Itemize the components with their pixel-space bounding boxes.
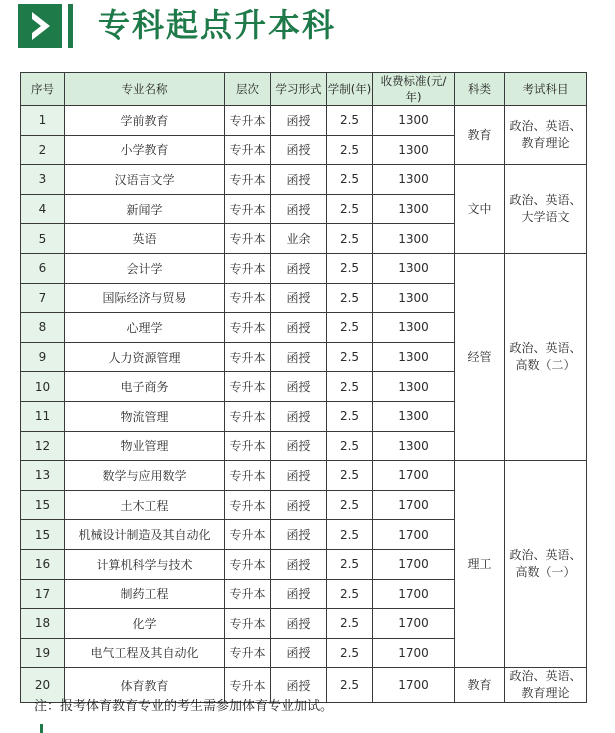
row-mode: 函授 (271, 520, 327, 550)
subject-line: 政治、英语、 (509, 669, 582, 684)
category-cell: 教育 (455, 106, 505, 165)
subject-line: 政治、英语、 (509, 193, 582, 208)
row-level: 专升本 (225, 313, 271, 343)
row-level: 专升本 (225, 431, 271, 461)
table-header-row (21, 73, 587, 106)
subjects-cell (505, 461, 587, 668)
row-fee: 1300 (373, 283, 455, 313)
row-level: 专升本 (225, 461, 271, 491)
row-level: 专升本 (225, 283, 271, 313)
row-years: 2.5 (327, 490, 373, 520)
row-years: 2.5 (327, 372, 373, 402)
row-fee: 1700 (373, 668, 455, 703)
row-fee: 1300 (373, 194, 455, 224)
table-row (21, 461, 587, 491)
row-level: 专升本 (225, 253, 271, 283)
row-fee: 1700 (373, 579, 455, 609)
subject-line: 政治、英语、 (509, 548, 582, 563)
row-major: 数学与应用数学 (65, 461, 225, 491)
header-no: 序号 (21, 73, 65, 106)
subject-line: 教育理论 (521, 136, 570, 151)
subject-line: 政治、英语、 (509, 341, 582, 356)
table-row (21, 106, 587, 136)
row-level: 专升本 (225, 638, 271, 668)
row-years: 2.5 (327, 549, 373, 579)
majors-table (20, 72, 587, 703)
row-number: 3 (21, 165, 65, 195)
row-years: 2.5 (327, 638, 373, 668)
header-mode: 学习形式 (271, 73, 327, 106)
row-number: 9 (21, 342, 65, 372)
row-years: 2.5 (327, 135, 373, 165)
row-fee: 1700 (373, 609, 455, 639)
row-number: 15 (21, 520, 65, 550)
table-body (21, 106, 587, 703)
row-years: 2.5 (327, 253, 373, 283)
row-level: 专升本 (225, 224, 271, 254)
row-level: 专升本 (225, 549, 271, 579)
row-fee: 1700 (373, 520, 455, 550)
row-major: 学前教育 (65, 106, 225, 136)
row-major: 电子商务 (65, 372, 225, 402)
row-number: 11 (21, 401, 65, 431)
subject-line: 大学语文 (521, 210, 570, 225)
row-major: 汉语言文学 (65, 165, 225, 195)
header-years: 学制(年) (327, 73, 373, 106)
bottom-accent (40, 724, 43, 733)
row-number: 13 (21, 461, 65, 491)
row-mode: 函授 (271, 490, 327, 520)
category-cell: 教育 (455, 668, 505, 703)
row-mode: 业余 (271, 224, 327, 254)
row-fee: 1300 (373, 106, 455, 136)
subject-line: 教育理论 (521, 686, 570, 701)
row-level: 专升本 (225, 401, 271, 431)
row-years: 2.5 (327, 313, 373, 343)
page-header (0, 0, 615, 60)
row-number: 8 (21, 313, 65, 343)
row-years: 2.5 (327, 106, 373, 136)
row-major: 物流管理 (65, 401, 225, 431)
logo-divider (68, 4, 73, 48)
header-major: 专业名称 (65, 73, 225, 106)
footnote: 注：报考体育教育专业的考生需参加体育专业加试。 (34, 699, 334, 714)
row-number: 12 (21, 431, 65, 461)
row-major: 人力资源管理 (65, 342, 225, 372)
row-major: 小学教育 (65, 135, 225, 165)
row-major: 体育教育 (65, 668, 225, 703)
row-level: 专升本 (225, 668, 271, 703)
row-level: 专升本 (225, 490, 271, 520)
row-fee: 1700 (373, 549, 455, 579)
table-row (21, 253, 587, 283)
row-level: 专升本 (225, 609, 271, 639)
row-major: 电气工程及其自动化 (65, 638, 225, 668)
row-years: 2.5 (327, 579, 373, 609)
row-years: 2.5 (327, 283, 373, 313)
category-cell: 文中 (455, 165, 505, 254)
row-years: 2.5 (327, 165, 373, 195)
row-major: 制药工程 (65, 579, 225, 609)
row-years: 2.5 (327, 224, 373, 254)
page-title: 专科起点升本科 (98, 6, 337, 44)
row-level: 专升本 (225, 106, 271, 136)
row-mode: 函授 (271, 549, 327, 579)
row-major: 会计学 (65, 253, 225, 283)
row-fee: 1300 (373, 372, 455, 402)
row-major: 物业管理 (65, 431, 225, 461)
row-years: 2.5 (327, 194, 373, 224)
row-fee: 1300 (373, 342, 455, 372)
category-cell: 经管 (455, 253, 505, 460)
row-years: 2.5 (327, 609, 373, 639)
row-level: 专升本 (225, 165, 271, 195)
row-years: 2.5 (327, 461, 373, 491)
row-years: 2.5 (327, 668, 373, 703)
header-fee: 收费标准(元/年) (373, 73, 455, 106)
row-fee: 1300 (373, 135, 455, 165)
subjects-cell (505, 253, 587, 460)
row-mode: 函授 (271, 461, 327, 491)
subject-line: 高数（二） (515, 358, 576, 373)
row-level: 专升本 (225, 372, 271, 402)
row-fee: 1300 (373, 224, 455, 254)
row-mode: 函授 (271, 194, 327, 224)
chevron-right-icon (18, 4, 62, 48)
row-mode: 函授 (271, 342, 327, 372)
row-major: 国际经济与贸易 (65, 283, 225, 313)
row-fee: 1300 (373, 165, 455, 195)
row-number: 10 (21, 372, 65, 402)
subject-line: 政治、英语、 (509, 119, 582, 134)
row-major: 心理学 (65, 313, 225, 343)
row-mode: 函授 (271, 401, 327, 431)
table-row (21, 165, 587, 195)
row-fee: 1300 (373, 313, 455, 343)
row-level: 专升本 (225, 194, 271, 224)
row-years: 2.5 (327, 431, 373, 461)
row-fee: 1700 (373, 638, 455, 668)
row-major: 计算机科学与技术 (65, 549, 225, 579)
subjects-cell (505, 165, 587, 254)
category-cell: 理工 (455, 461, 505, 668)
row-fee: 1300 (373, 253, 455, 283)
row-years: 2.5 (327, 520, 373, 550)
row-mode: 函授 (271, 668, 327, 703)
row-major: 土木工程 (65, 490, 225, 520)
row-fee: 1300 (373, 431, 455, 461)
row-major: 英语 (65, 224, 225, 254)
row-years: 2.5 (327, 401, 373, 431)
row-number: 16 (21, 549, 65, 579)
row-mode: 函授 (271, 313, 327, 343)
row-mode: 函授 (271, 283, 327, 313)
row-number: 15 (21, 490, 65, 520)
row-level: 专升本 (225, 135, 271, 165)
row-mode: 函授 (271, 638, 327, 668)
header-subjects: 考试科目 (505, 73, 587, 106)
row-mode: 函授 (271, 253, 327, 283)
row-major: 新闻学 (65, 194, 225, 224)
row-level: 专升本 (225, 342, 271, 372)
row-fee: 1700 (373, 461, 455, 491)
row-mode: 函授 (271, 165, 327, 195)
row-mode: 函授 (271, 106, 327, 136)
subjects-cell (505, 106, 587, 165)
row-number: 2 (21, 135, 65, 165)
row-number: 5 (21, 224, 65, 254)
header-category: 科类 (455, 73, 505, 106)
row-number: 17 (21, 579, 65, 609)
row-major: 化学 (65, 609, 225, 639)
row-number: 6 (21, 253, 65, 283)
row-number: 1 (21, 106, 65, 136)
row-major: 机械设计制造及其自动化 (65, 520, 225, 550)
row-number: 18 (21, 609, 65, 639)
row-mode: 函授 (271, 431, 327, 461)
row-mode: 函授 (271, 579, 327, 609)
row-number: 19 (21, 638, 65, 668)
row-fee: 1700 (373, 490, 455, 520)
row-number: 20 (21, 668, 65, 703)
row-number: 7 (21, 283, 65, 313)
row-mode: 函授 (271, 372, 327, 402)
subjects-cell (505, 668, 587, 703)
row-number: 4 (21, 194, 65, 224)
row-level: 专升本 (225, 520, 271, 550)
subject-line: 高数（一） (515, 565, 576, 580)
row-level: 专升本 (225, 579, 271, 609)
header-level: 层次 (225, 73, 271, 106)
row-fee: 1300 (373, 401, 455, 431)
row-years: 2.5 (327, 342, 373, 372)
row-mode: 函授 (271, 609, 327, 639)
row-mode: 函授 (271, 135, 327, 165)
